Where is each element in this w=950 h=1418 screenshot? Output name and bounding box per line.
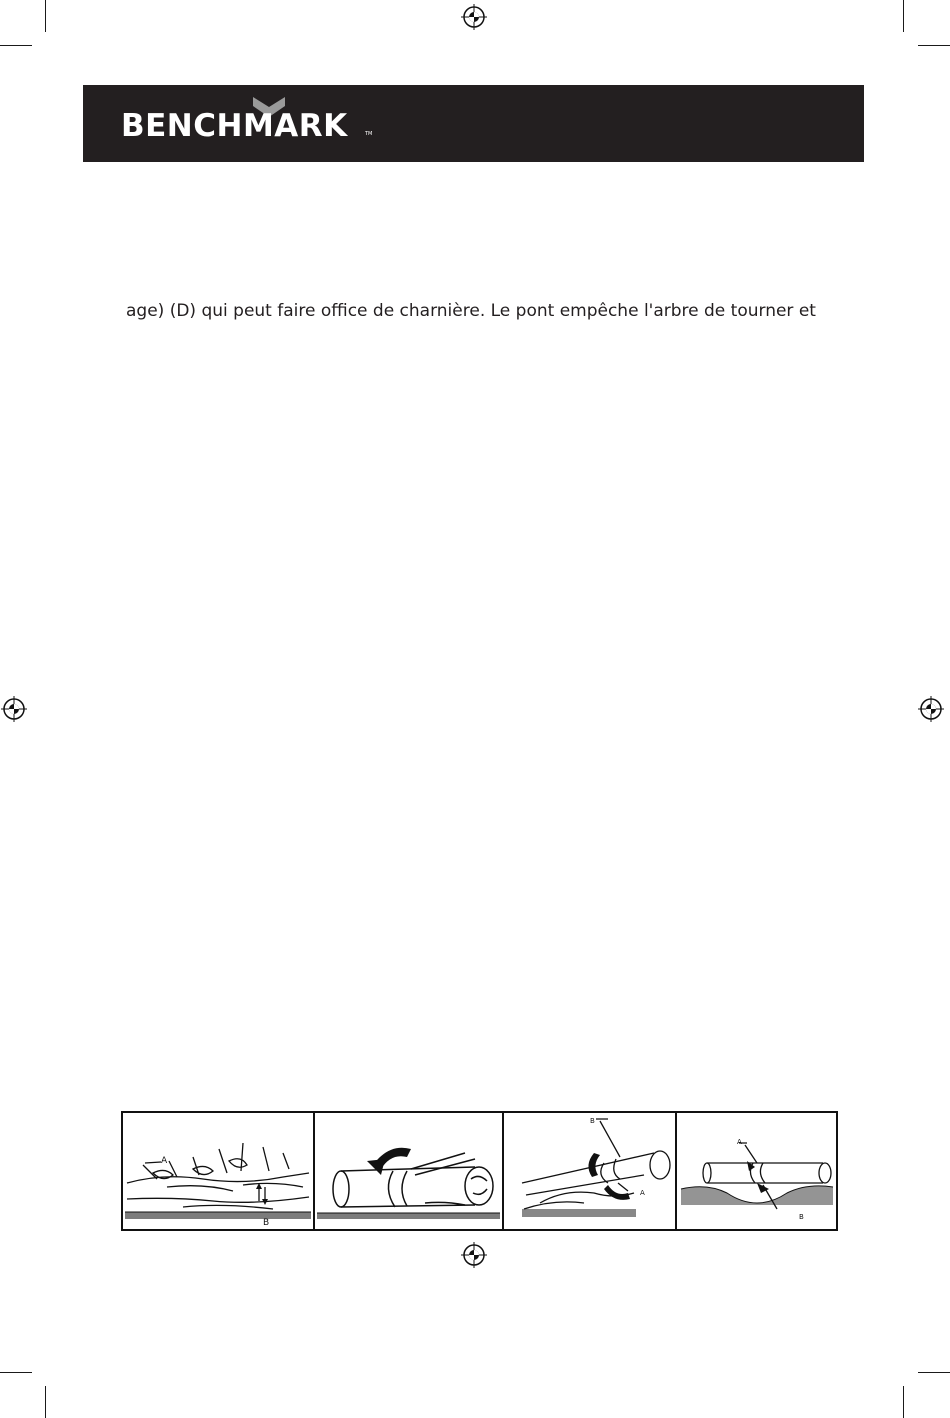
brand-name: BENCHMARK	[121, 108, 348, 144]
fig-4-label-a: A	[737, 1138, 742, 1146]
crop-mark-bottom-right-h	[918, 1372, 950, 1373]
crop-mark-bottom-left-v	[45, 1386, 46, 1418]
figure-strip	[121, 1111, 838, 1231]
figure-panel-2	[315, 1113, 502, 1229]
registration-mark-left-icon	[1, 696, 27, 722]
fig-4-label-b: B	[799, 1213, 804, 1221]
registration-mark-right-icon	[918, 696, 944, 722]
figure-panel-3	[504, 1113, 675, 1229]
crop-mark-bottom-left-h	[0, 1372, 32, 1373]
brand-trademark: TM	[365, 131, 373, 137]
figure-panel-4	[677, 1113, 836, 1229]
fig-1-label-a: A	[161, 1156, 168, 1166]
crop-mark-top-left-v	[45, 0, 46, 32]
crop-mark-bottom-right-v	[903, 1386, 904, 1418]
figure-panel-1	[123, 1113, 313, 1229]
registration-mark-bottom-icon	[461, 1242, 487, 1268]
crop-mark-top-left-h	[0, 45, 32, 46]
crop-mark-top-right-h	[918, 45, 950, 46]
crop-mark-top-right-v	[903, 0, 904, 32]
brand-logo	[121, 95, 391, 155]
registration-mark-top-icon	[461, 4, 487, 30]
brand-header	[83, 85, 864, 162]
fig-3-label-a: A	[640, 1189, 645, 1197]
fig-3-label-b: B	[590, 1117, 595, 1125]
fig-1-label-b: B	[263, 1218, 270, 1228]
body-text-line: age) (D) qui peut faire office de charnière. Le pont empêche l'arbre de tourner et	[126, 301, 816, 321]
